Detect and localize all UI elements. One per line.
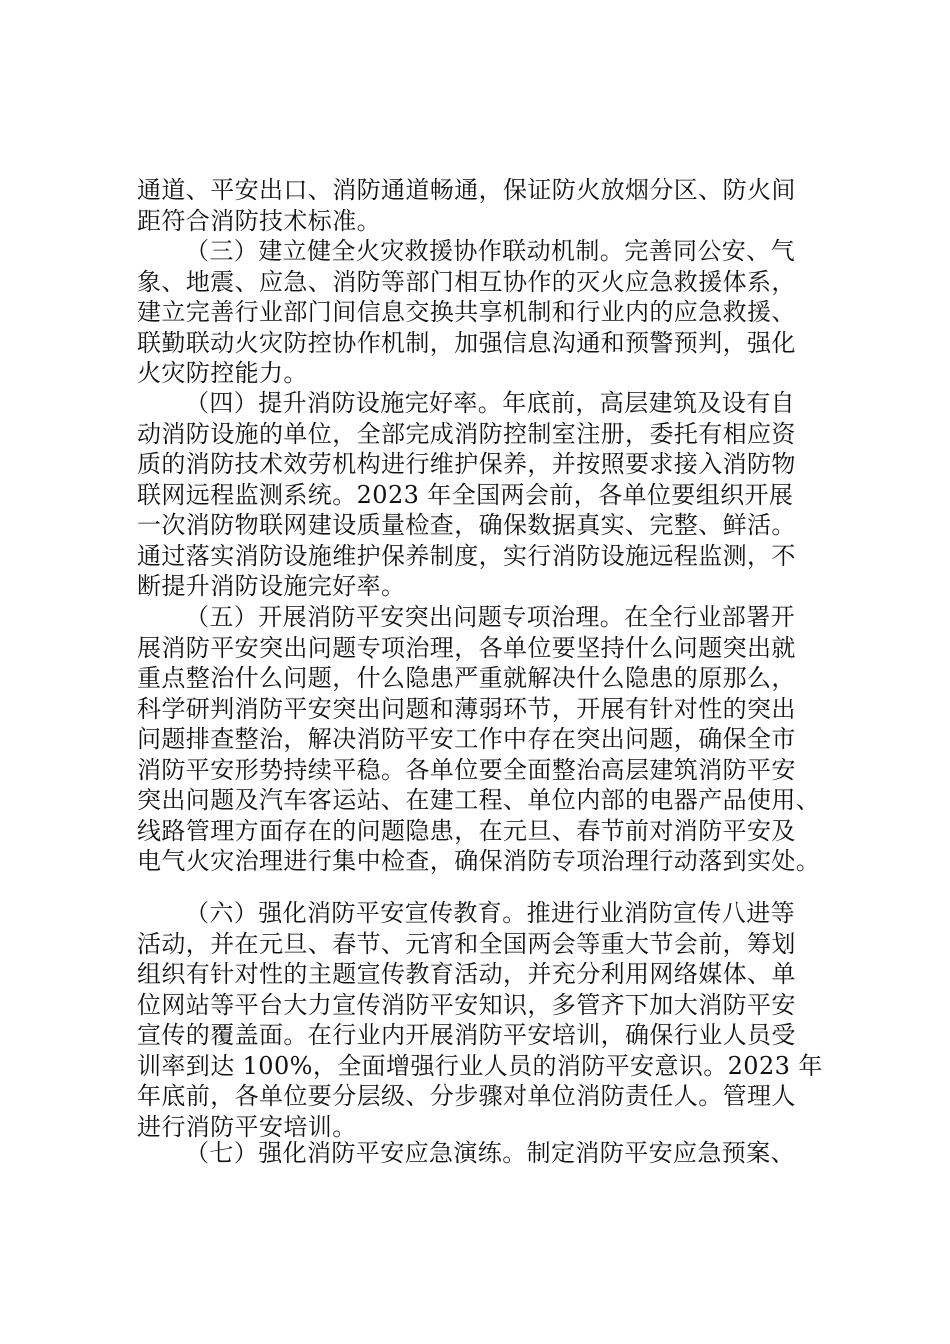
paragraph-7 (137, 1138, 827, 1169)
text-line: 年底前，各单位要分层级、分步骤对单位消防责任人。管理人 (137, 1082, 796, 1110)
text-line: 质的消防技术效劳机构进行维护保养，并按照要求接入消防物 (137, 450, 796, 478)
text-line: 通道、平安出口、消防通道畅通，保证防火放烟分区、防火间 (137, 176, 796, 204)
text-line: 宣传的覆盖面。在行业内开展消防平安培训，确保行业人员受 (137, 1021, 796, 1049)
text-line: 问题排查整治，解决消防平安工作中存在突出问题，确保全市 (137, 725, 796, 753)
text-line: 科学研判消防平安突出问题和薄弱环节，开展有针对性的突出 (137, 694, 796, 723)
paragraph-heading-line: （三）建立健全火灾救援协作联动机制。完善同公安、气 (185, 237, 795, 265)
text-line: 展消防平安突出问题专项治理，各单位要坚持什么问题突出就 (137, 633, 796, 662)
text-line: 通过落实消防设施维护保养制度，实行消防设施远程监测，不 (137, 541, 796, 570)
text-line: 消防平安形势持续平稳。各单位要全面整治高层建筑消防平安 (137, 755, 796, 784)
paragraph-continuation (137, 175, 827, 236)
paragraph-heading-line: （七）强化消防平安应急演练。制定消防平安应急预案、 (185, 1139, 795, 1167)
paragraph-heading-line: （四）提升消防设施完好率。年底前，高层建筑及设有自 (185, 389, 795, 417)
paragraph-4 (137, 388, 827, 602)
text-line: 距符合消防技术标准。 (137, 206, 381, 235)
text-line: 训率到达 100%，全面增强行业人员的消防平安意识。2023 年 (137, 1051, 823, 1080)
text-line: 线路管理方面存在的问题隐患，在元旦、春节前对消防平安及 (137, 816, 796, 845)
text-line: 一次消防物联网建设质量检查，确保数据真实、完整、鲜活。 (137, 511, 796, 539)
text-line: 电气火灾治理进行集中检查，确保消防专项治理行动落到实处。 (137, 847, 821, 875)
text-line: 活动，并在元旦、春节、元宵和全国两会等重大节会前，筹划 (137, 929, 796, 958)
text-line: 象、地震、应急、消防等部门相互协作的灭火应急救援体系， (137, 267, 796, 296)
text-line: 突出问题及汽车客运站、在建工程、单位内部的电器产品使用、 (137, 786, 821, 814)
text-line: 位网站等平台大力宣传消防平安知识，多管齐下加大消防平安 (137, 990, 796, 1019)
text-line: 联勤联动火灾防控协作机制，加强信息沟通和预警预判，强化 (137, 328, 796, 357)
text-line: 组织有针对性的主题宣传教育活动，并充分利用网络媒体、单 (137, 960, 796, 988)
paragraph-3 (137, 236, 827, 389)
text-line: 动消防设施的单位，全部完成消防控制室注册，委托有相应资 (137, 419, 796, 448)
paragraph-heading-line: （五）开展消防平安突出问题专项治理。在全行业部署开 (185, 603, 795, 631)
text-line: 重点整治什么问题，什么隐患严重就解决什么隐患的原那么， (137, 664, 796, 692)
paragraph-5 (137, 602, 827, 877)
text-line: 联网远程监测系统。2023 年全国两会前，各单位要组织开展 (137, 480, 794, 509)
text-line: 建立完善行业部门间信息交换共享机制和行业内的应急救援、 (137, 298, 796, 326)
paragraph-heading-line: （六）强化消防平安宣传教育。推进行业消防宣传八进等 (185, 899, 795, 927)
text-line: 火灾防控能力。 (137, 359, 308, 387)
text-line: 进行消防平安培训。 (137, 1112, 357, 1141)
text-line: 断提升消防设施完好率。 (137, 572, 406, 600)
paragraph-6 (137, 898, 827, 1142)
